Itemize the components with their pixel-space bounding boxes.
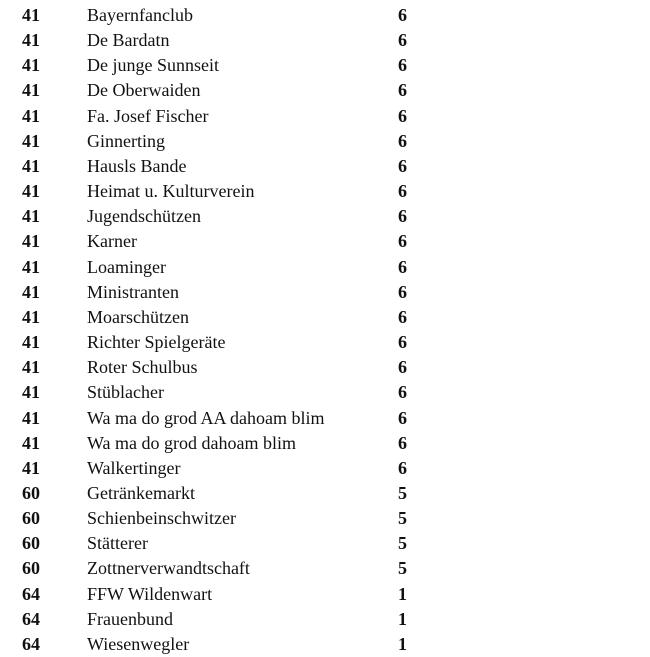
score-cell: 5 [398, 558, 407, 579]
result-row [0, 582, 650, 607]
score-cell: 6 [398, 30, 407, 51]
result-row [0, 556, 650, 581]
team-name-cell: Moarschützen [87, 306, 189, 327]
team-name-cell: Karner [87, 231, 137, 252]
rank-cell: 64 [22, 608, 40, 629]
result-row [0, 355, 650, 380]
result-row [0, 406, 650, 431]
result-row [0, 53, 650, 78]
result-row [0, 255, 650, 280]
team-name-cell: Getränkemarkt [87, 482, 195, 503]
rank-cell: 41 [22, 357, 40, 378]
rank-cell: 41 [22, 231, 40, 252]
rank-cell: 41 [22, 382, 40, 403]
result-row [0, 28, 650, 53]
score-cell: 6 [398, 357, 407, 378]
team-name-cell: Stätterer [87, 533, 148, 554]
rank-cell: 60 [22, 508, 40, 529]
result-row [0, 3, 650, 28]
score-cell: 5 [398, 508, 407, 529]
score-cell: 6 [398, 206, 407, 227]
score-cell: 6 [398, 5, 407, 25]
team-name-cell: Roter Schulbus [87, 357, 198, 378]
rank-cell: 41 [22, 332, 40, 353]
results-list [0, 3, 650, 657]
team-name-cell: De junge Sunnseit [87, 55, 219, 76]
score-cell: 6 [398, 130, 407, 151]
rank-cell: 41 [22, 155, 40, 176]
rank-cell: 41 [22, 130, 40, 151]
rank-cell: 41 [22, 5, 40, 25]
rank-cell: 60 [22, 558, 40, 579]
rank-cell: 41 [22, 281, 40, 302]
team-name-cell: Heimat u. Kulturverein [87, 181, 255, 202]
result-row [0, 305, 650, 330]
score-cell: 1 [398, 608, 407, 629]
result-row [0, 456, 650, 481]
rank-cell: 41 [22, 256, 40, 277]
rank-cell: 64 [22, 633, 40, 654]
result-row [0, 330, 650, 355]
score-cell: 1 [398, 583, 407, 604]
result-row [0, 179, 650, 204]
team-name-cell: Zottnerverwandtschaft [87, 558, 250, 579]
result-row [0, 481, 650, 506]
team-name-cell: Jugendschützen [87, 206, 201, 227]
team-name-cell: Ginnerting [87, 130, 165, 151]
rank-cell: 41 [22, 181, 40, 202]
team-name-cell: Schienbeinschwitzer [87, 508, 236, 529]
team-name-cell: FFW Wildenwart [87, 583, 213, 604]
team-name-cell: Ministranten [87, 281, 179, 302]
rank-cell: 41 [22, 457, 40, 478]
score-cell: 1 [398, 633, 407, 654]
score-cell: 6 [398, 256, 407, 277]
team-name-cell: Wiesenwegler [87, 633, 190, 654]
team-name-cell: Wa ma do grod AA dahoam blim [87, 407, 325, 428]
team-name-cell: Fa. Josef Fischer [87, 105, 209, 126]
result-row [0, 204, 650, 229]
score-cell: 6 [398, 457, 407, 478]
result-row [0, 506, 650, 531]
team-name-cell: Frauenbund [87, 608, 173, 629]
result-row [0, 380, 650, 405]
score-cell: 6 [398, 432, 407, 453]
score-cell: 6 [398, 231, 407, 252]
team-name-cell: Hausls Bande [87, 155, 187, 176]
result-row [0, 431, 650, 456]
result-row [0, 280, 650, 305]
rank-cell: 41 [22, 432, 40, 453]
rank-cell: 41 [22, 30, 40, 51]
result-row [0, 78, 650, 103]
score-cell: 6 [398, 181, 407, 202]
rank-cell: 64 [22, 583, 40, 604]
rank-cell: 41 [22, 407, 40, 428]
team-name-cell: Bayernfanclub [87, 5, 193, 25]
rank-cell: 41 [22, 306, 40, 327]
result-row [0, 104, 650, 129]
score-cell: 6 [398, 281, 407, 302]
score-cell: 6 [398, 332, 407, 353]
result-row [0, 129, 650, 154]
team-name-cell: Wa ma do grod dahoam blim [87, 432, 297, 453]
result-row [0, 531, 650, 556]
result-row [0, 229, 650, 254]
team-name-cell: Richter Spielgeräte [87, 332, 226, 353]
score-cell: 6 [398, 306, 407, 327]
rank-cell: 41 [22, 80, 40, 101]
score-cell: 6 [398, 55, 407, 76]
rank-cell: 41 [22, 55, 40, 76]
score-cell: 6 [398, 105, 407, 126]
rank-cell: 60 [22, 533, 40, 554]
rank-cell: 60 [22, 482, 40, 503]
score-cell: 6 [398, 382, 407, 403]
score-cell: 6 [398, 155, 407, 176]
score-cell: 5 [398, 533, 407, 554]
team-name-cell: Walkertinger [87, 457, 181, 478]
rank-cell: 41 [22, 206, 40, 227]
team-name-cell: Stüblacher [87, 382, 164, 403]
score-cell: 6 [398, 407, 407, 428]
result-row [0, 154, 650, 179]
score-cell: 6 [398, 80, 407, 101]
team-name-cell: Loaminger [87, 256, 166, 277]
result-row [0, 607, 650, 632]
rank-cell: 41 [22, 105, 40, 126]
team-name-cell: De Bardatn [87, 30, 170, 51]
score-cell: 5 [398, 482, 407, 503]
result-row [0, 632, 650, 657]
team-name-cell: De Oberwaiden [87, 80, 201, 101]
